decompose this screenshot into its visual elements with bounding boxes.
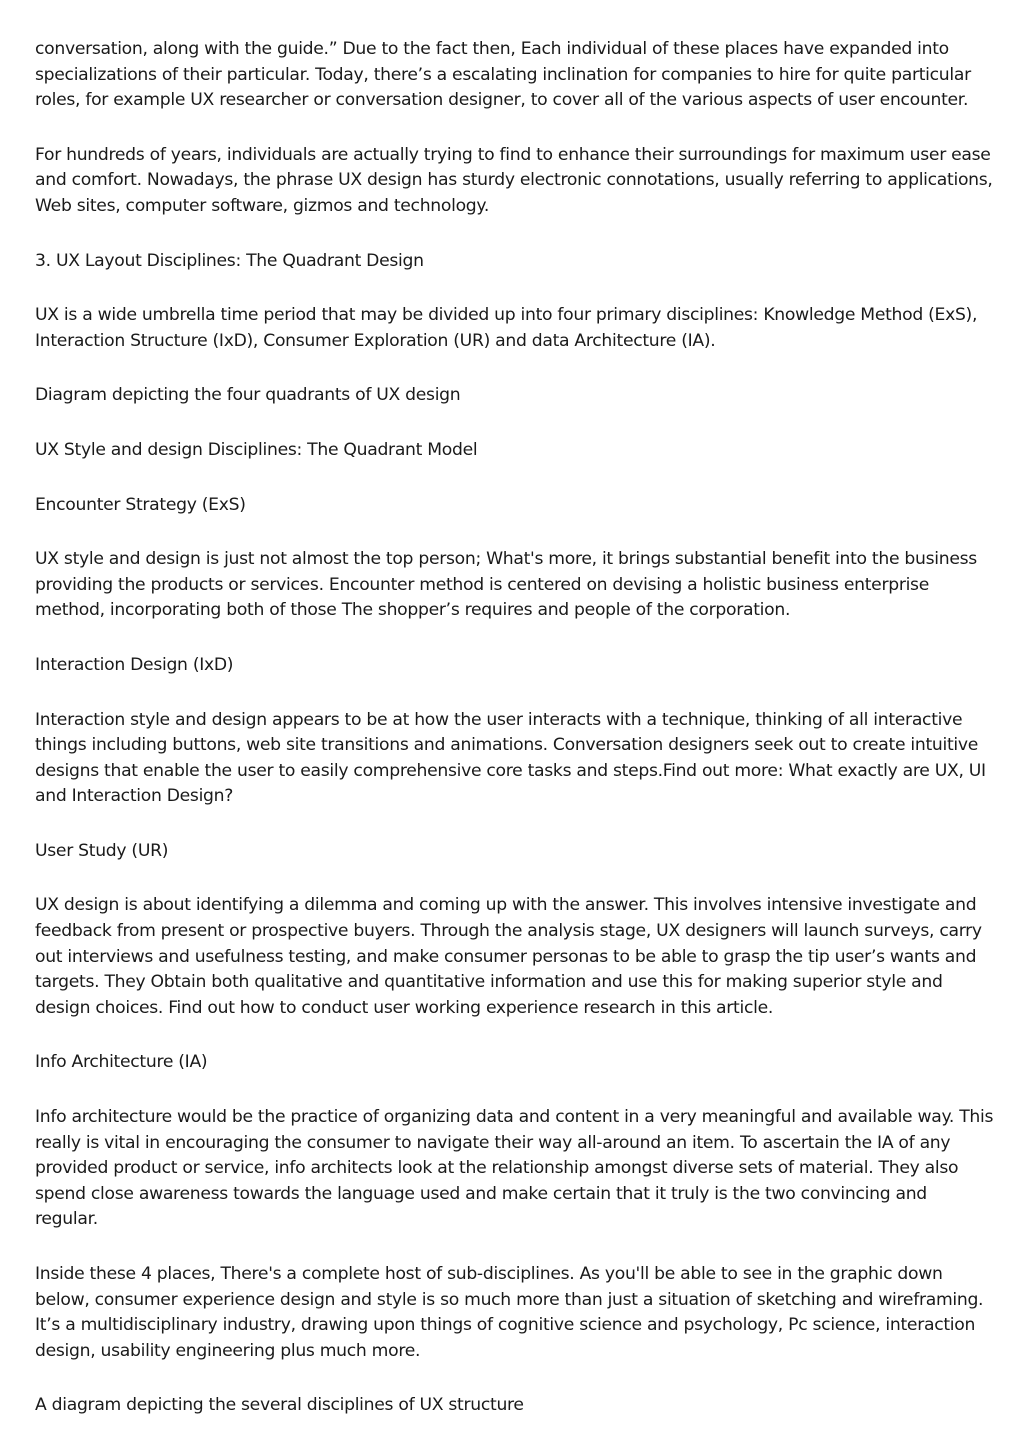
subheading-ixd: Interaction Design (IxD) <box>35 654 234 675</box>
paragraph-intro-continuation: conversation, along with the guide.” Due to the fact then, Each individual of these places have expanded into specializations of their particular. Today, there’s a escalating inclination for companies to hire for quite particular roles, for example UX researcher or conversation designer, to cover all of the various aspects of user encounter. <box>35 39 971 111</box>
paragraph-exs: UX style and design is just not almost the top person; What's more, it brings substantial benefit into the business providing the products or services. Encounter method is centered on devising a holistic business enterprise method, incorporating both of those The shopper’s requires and people of the corporation. <box>35 549 977 621</box>
paragraph-disciplines-overview: UX is a wide umbrella time period that may be divided up into four primary disciplines: Knowledge Method (ExS), Interaction Structure (IxD), Consumer Exploration (UR) and data Architecture (IA). <box>35 305 978 351</box>
subheading-ur: User Study (UR) <box>35 840 169 861</box>
image-title-quadrant-model: UX Style and design Disciplines: The Quadrant Model <box>35 439 478 460</box>
subheading-ia: Info Architecture (IA) <box>35 1052 208 1073</box>
paragraph-history: For hundreds of years, individuals are actually trying to find to enhance their surroundings for maximum user ease and comfort. Nowadays, the phrase UX design has sturdy electronic connotations, usually referring to applications, Web sites, computer software, gizmos and technology. <box>35 144 993 216</box>
image-caption-quadrants: Diagram depicting the four quadrants of UX design <box>35 385 461 406</box>
paragraph-ixd: Interaction style and design appears to be at how the user interacts with a technique, thinking of all interactive things including buttons, web site transitions and animations. Conversation designers seek out to create intuitive designs that enable the user to easily comprehensive core tasks and steps.Find out more: What exactly are UX, UI and Interaction Design? <box>35 709 986 807</box>
paragraph-sub-disciplines: Inside these 4 places, There's a complete host of sub-disciplines. As you'll be able to see in the graphic down below, consumer experience design and style is so much more than just a situation of sketching and wireframing. It’s a multidisciplinary industry, drawing upon things of cognitive science and psychology, Pc science, interaction design, usability engineering plus much more. <box>35 1264 984 1361</box>
paragraph-ur: UX design is about identifying a dilemma and coming up with the answer. This involves intensive investigate and feedback from present or prospective buyers. Through the analysis stage, UX designers will launch surveys, carry out interviews and usefulness testing, and make consumer personas to be able to grasp the tip user’s wants and targets. They Obtain both qualitative and quantitative information and use this for making superior style and design choices. Find out how to conduct user working experience research in this article. <box>35 895 982 1018</box>
image-caption-disciplines: A diagram depicting the several disciplines of UX structure <box>35 1395 524 1416</box>
subheading-exs: Encounter Strategy (ExS) <box>35 494 246 515</box>
section-heading-quadrant: 3. UX Layout Disciplines: The Quadrant Design <box>35 250 424 271</box>
paragraph-ia: Info architecture would be the practice of organizing data and content in a very meaningful and available way. This really is vital in encouraging the consumer to navigate their way all-around an item. To ascertain the IA of any provided product or service, info architects look at the relationship amongst diverse sets of material. They also spend close awareness towards the language used and make certain that it truly is the two convincing and regular. <box>35 1107 994 1230</box>
